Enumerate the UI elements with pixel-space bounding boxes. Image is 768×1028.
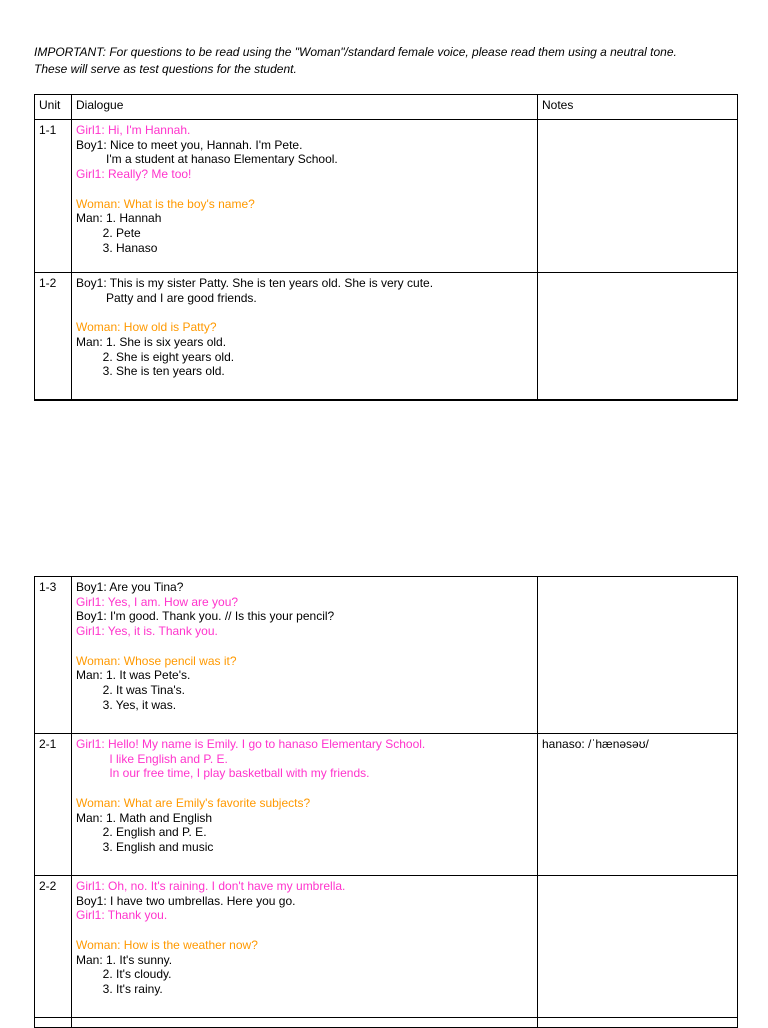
woman-line: Woman: How is the weather now?	[76, 937, 258, 952]
dialogue-cell	[72, 876, 538, 1018]
blank-line	[76, 305, 533, 320]
man-line: Man: 1. Math and English	[76, 810, 213, 825]
dialogue-cell	[72, 734, 538, 876]
boy-line: Patty and I are good friends.	[76, 290, 257, 305]
girl-line: Girl1: Thank you.	[76, 908, 168, 923]
boy-line: Boy1: This is my sister Patty. She is ten years old. She is very cute.	[76, 276, 434, 290]
blank-line	[76, 182, 533, 197]
man-line: 3. It's rainy.	[76, 981, 163, 996]
continuation-cell	[72, 1018, 538, 1028]
man-line: Man: 1. It was Pete's.	[76, 668, 191, 683]
notes-cell	[538, 577, 738, 734]
man-line: 2. It's cloudy.	[76, 967, 172, 982]
dialogue-table-2	[34, 576, 738, 1028]
instructions	[34, 44, 734, 78]
woman-line: Woman: What are Emily's favorite subjects?	[76, 795, 311, 810]
blank-line	[76, 923, 533, 938]
notes-cell	[538, 876, 738, 1018]
girl-line: In our free time, I play basketball with my friends.	[76, 766, 370, 781]
boy-line: Boy1: I'm good. Thank you. // Is this your pencil?	[76, 609, 335, 624]
unit-cell: 1-3	[35, 577, 72, 734]
dialogue-cell	[72, 577, 538, 734]
unit-cell: 2-2	[35, 876, 72, 1018]
boy-line: Boy1: I have two umbrellas. Here you go.	[76, 893, 296, 908]
man-line: Man: 1. She is six years old.	[76, 334, 227, 349]
continuation-cell	[35, 1018, 72, 1028]
unit-cell: 1-1	[35, 120, 72, 273]
table-header-row	[35, 95, 738, 120]
notes-cell	[538, 273, 738, 401]
man-line: 2. English and P. E.	[76, 825, 207, 840]
table-row	[35, 120, 738, 273]
boy-line: Boy1: Are you Tina?	[76, 580, 184, 594]
woman-line: Woman: Whose pencil was it?	[76, 653, 237, 668]
girl-line: Girl1: Yes, it is. Thank you.	[76, 624, 218, 639]
boy-line: Boy1: Nice to meet you, Hannah. I'm Pete.	[76, 137, 303, 152]
header-notes: Notes	[538, 95, 738, 120]
girl-line: Girl1: Hello! My name is Emily. I go to hanaso Elementary School.	[76, 737, 426, 751]
instructions-line-2: These will serve as test questions for the student.	[34, 62, 297, 76]
dialogue-cell	[72, 273, 538, 401]
man-line: 3. Hanaso	[76, 240, 158, 255]
man-line: Man: 1. It's sunny.	[76, 952, 173, 967]
woman-line: Woman: How old is Patty?	[76, 320, 217, 335]
girl-line: Girl1: Yes, I am. How are you?	[76, 594, 239, 609]
man-line: 3. Yes, it was.	[76, 697, 177, 712]
table-row	[35, 734, 738, 876]
woman-line: Woman: What is the boy's name?	[76, 196, 255, 211]
girl-line: Girl1: Really? Me too!	[76, 167, 192, 182]
man-line: 2. It was Tina's.	[76, 682, 185, 697]
unit-cell: 2-1	[35, 734, 72, 876]
man-line: 2. She is eight years old.	[76, 349, 235, 364]
dialogue-table-1	[34, 94, 738, 401]
notes-cell	[538, 120, 738, 273]
dialogue-cell	[72, 120, 538, 273]
girl-line: I like English and P. E.	[76, 751, 228, 766]
header-unit: Unit	[35, 95, 72, 120]
table-row	[35, 876, 738, 1018]
unit-cell: 1-2	[35, 273, 72, 401]
girl-line: Girl1: Hi, I'm Hannah.	[76, 123, 191, 137]
blank-line	[76, 639, 533, 654]
table-row	[35, 577, 738, 734]
instructions-line-1: IMPORTANT: For questions to be read using the "Woman"/standard female voice, please read them using a neutral tone.	[34, 45, 677, 59]
table-row	[35, 273, 738, 401]
notes-cell: hanaso: /ˈhænəsəʊ/	[538, 734, 738, 876]
man-line: 2. Pete	[76, 225, 141, 240]
header-dialogue: Dialogue	[72, 95, 538, 120]
man-line: 3. English and music	[76, 839, 214, 854]
blank-line	[76, 781, 533, 796]
continuation-cell	[538, 1018, 738, 1028]
girl-line: Girl1: Oh, no. It's raining. I don't have my umbrella.	[76, 879, 346, 893]
man-line: 3. She is ten years old.	[76, 364, 225, 379]
boy-line: I'm a student at hanaso Elementary School.	[76, 152, 338, 167]
table-row-continuation	[35, 1018, 738, 1028]
man-line: Man: 1. Hannah	[76, 211, 162, 226]
